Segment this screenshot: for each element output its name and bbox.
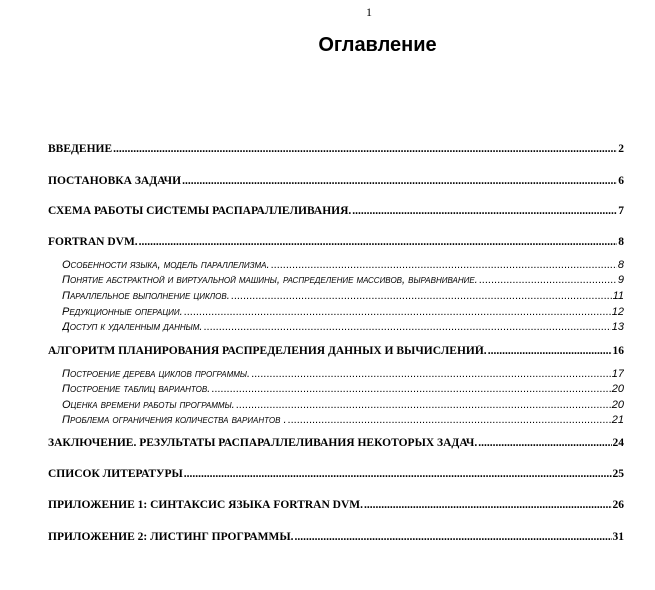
toc-entry[interactable]	[48, 499, 624, 511]
toc-entry-text: Проблема ограничения количества вариантов .	[62, 414, 287, 426]
dot-leader	[184, 468, 612, 480]
toc-entry-page: 12	[611, 306, 624, 318]
toc-entry-text: Параллельное выполнение циклов.	[62, 290, 230, 302]
dot-leader	[479, 274, 617, 286]
toc-subentry[interactable]	[62, 321, 624, 333]
toc-entry-page: 17	[611, 368, 624, 380]
toc-entry[interactable]	[48, 437, 624, 449]
toc-entry-text: ЗАКЛЮЧЕНИЕ. РЕЗУЛЬТАТЫ РАСПАРАЛЛЕЛИВАНИЯ НЕКОТОРЫХ ЗАДАЧ.	[48, 437, 478, 449]
dot-leader	[236, 399, 611, 411]
toc-subentry[interactable]	[62, 306, 624, 318]
toc-title: Оглавление	[318, 34, 437, 56]
page-number: 1	[366, 5, 372, 19]
toc-entry-page: 8	[618, 236, 624, 248]
dot-leader	[113, 143, 617, 155]
toc-entry-page: 13	[611, 321, 624, 333]
toc-entry-page: 24	[612, 437, 624, 449]
toc-subentry[interactable]	[62, 290, 624, 302]
toc-entry-text: АЛГОРИТМ ПЛАНИРОВАНИЯ РАСПРЕДЕЛЕНИЯ ДАННЫХ И ВЫЧИСЛЕНИЙ.	[48, 345, 487, 357]
toc-entry-page: 21	[611, 414, 624, 426]
toc-entry-page: 20	[611, 399, 624, 411]
dot-leader	[488, 345, 612, 357]
dot-leader	[184, 306, 611, 318]
toc-entry-page: 2	[618, 143, 624, 155]
toc-entry-text: Понятие абстрактной и виртуальной машины, распределение массивов, выравнивание.	[62, 274, 478, 286]
toc-entry-page: 16	[612, 345, 624, 357]
toc-entry-page: 25	[612, 468, 624, 480]
toc-subentry[interactable]	[62, 259, 624, 271]
toc-entry[interactable]	[48, 236, 624, 248]
toc-entry-text: Особенности языка, модель параллелизма.	[62, 259, 270, 271]
toc-entry[interactable]	[48, 531, 624, 543]
dot-leader	[182, 175, 617, 187]
toc-entry-text: Построение таблиц вариантов.	[62, 383, 211, 395]
toc-entry-text: Редукционные операции.	[62, 306, 183, 318]
toc-entry-text: Оценка времени работы программы.	[62, 399, 235, 411]
dot-leader	[295, 531, 612, 543]
toc-subentry[interactable]	[62, 414, 624, 426]
toc-entry[interactable]	[48, 143, 624, 155]
toc-entry-page: 7	[618, 205, 624, 217]
toc-entry-text: ПРИЛОЖЕНИЕ 2: ЛИСТИНГ ПРОГРАММЫ.	[48, 531, 294, 543]
dot-leader	[231, 290, 612, 302]
toc-entry[interactable]	[48, 345, 624, 357]
toc-entry-page: 26	[612, 499, 624, 511]
dot-leader	[139, 236, 618, 248]
dot-leader	[364, 499, 611, 511]
dot-leader	[203, 321, 610, 333]
toc-subentry[interactable]	[62, 399, 624, 411]
dot-leader	[352, 205, 617, 217]
dot-leader	[251, 368, 611, 380]
toc-entry-text: Построение дерева циклов программы.	[62, 368, 251, 380]
toc-entry-page: 8	[617, 259, 624, 271]
dot-leader	[478, 437, 611, 449]
dot-leader	[271, 259, 617, 271]
toc-entry-text: ПРИЛОЖЕНИЕ 1: СИНТАКСИС ЯЗЫКА FORTRAN DVM.	[48, 499, 364, 511]
toc-entry-text: СХЕМА РАБОТЫ СИСТЕМЫ РАСПАРАЛЛЕЛИВАНИЯ.	[48, 205, 352, 217]
toc-subentry[interactable]	[62, 368, 624, 380]
toc-entry-text: Доступ к удаленным данным.	[62, 321, 203, 333]
toc-entry[interactable]	[48, 205, 624, 217]
toc-entry-text: FORTRAN DVM.	[48, 236, 138, 248]
toc-entry-page: 11	[612, 290, 624, 302]
toc-entry-text: ВВЕДЕНИЕ	[48, 143, 113, 155]
toc-entry-text: СПИСОК ЛИТЕРАТУРЫ	[48, 468, 183, 480]
toc-subentry[interactable]	[62, 274, 624, 286]
toc-entry[interactable]	[48, 468, 624, 480]
dot-leader	[211, 383, 610, 395]
toc-subentry[interactable]	[62, 383, 624, 395]
toc-entry-page: 9	[617, 274, 624, 286]
dot-leader	[288, 414, 611, 426]
toc-entry-page: 6	[618, 175, 624, 187]
toc-entry[interactable]	[48, 175, 624, 187]
toc-entry-text: ПОСТАНОВКА ЗАДАЧИ	[48, 175, 182, 187]
toc-entry-page: 31	[612, 531, 624, 543]
toc-entry-page: 20	[611, 383, 624, 395]
